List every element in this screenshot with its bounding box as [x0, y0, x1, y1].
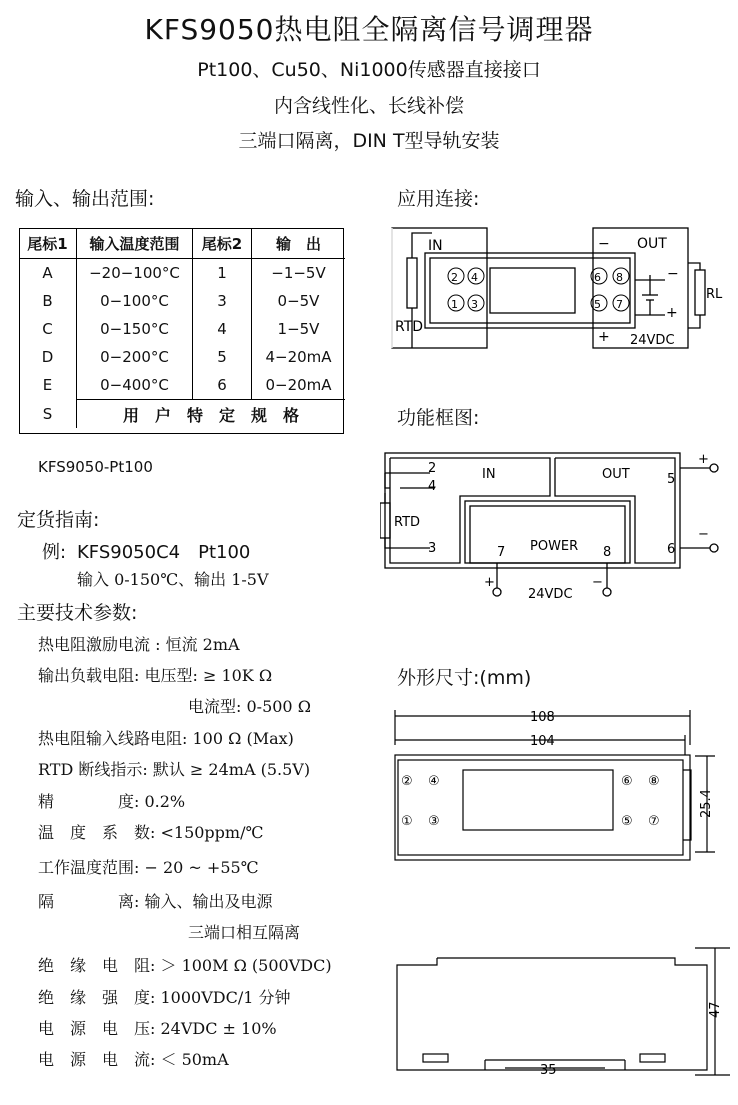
param-line: 热电阻激励电流 : 恒流 2mA [38, 635, 240, 654]
svg-text:③: ③ [428, 814, 440, 829]
app-plus: + [598, 329, 610, 345]
param-line: 输出负载电阻: 电压型: ≥ 10K Ω [38, 666, 273, 685]
param-line: 电流型: 0-500 Ω [188, 697, 311, 716]
param-line: 电 源 电 压: 24VDC ± 10% [38, 1019, 277, 1038]
block-diagram [380, 448, 730, 608]
param-line: 绝 缘 电 阻: ＞ 100M Ω (500VDC) [38, 956, 332, 975]
svg-text:⑤: ⑤ [621, 814, 633, 829]
table-cell: 0−100°C [77, 287, 193, 315]
table-cell: 3 [193, 287, 252, 315]
param-line: 三端口相互隔离 [188, 923, 301, 942]
dim-47: 47 [708, 1001, 723, 1018]
svg-text:+: + [484, 575, 495, 590]
table-cell: D [19, 343, 77, 371]
svg-text:⑧: ⑧ [648, 774, 660, 789]
col-header: 输入温度范围 [77, 228, 193, 259]
param-line: 绝 缘 强 度: 1000VDC/1 分钟 [38, 988, 291, 1007]
param-line: RTD 断线指示: 默认 ≥ 24mA (5.5V) [38, 760, 311, 779]
table-row [19, 400, 345, 429]
table-row [19, 371, 345, 400]
model-example: KFS9050-Pt100 [38, 458, 153, 476]
page-title: KFS9050热电阻全隔离信号调理器 [144, 13, 594, 46]
pin-7: 7 [497, 545, 506, 560]
table-cell: 6 [193, 371, 252, 400]
example-desc: 输入 0-150℃、输出 1-5V [77, 570, 269, 589]
svg-text:⑦: ⑦ [648, 814, 660, 829]
svg-text:4: 4 [471, 271, 478, 284]
table-cell: 0−150°C [77, 315, 193, 343]
table-cell: 0−5V [277, 292, 320, 310]
table-cell: A [19, 259, 77, 288]
dim-25-4: 25.4 [699, 789, 714, 818]
svg-text:1: 1 [451, 298, 458, 311]
table-cell: C [19, 315, 77, 343]
dim-heading: 外形尺寸:(mm) [397, 667, 532, 689]
table-row [19, 315, 345, 343]
param-line: 隔 离: 输入、输出及电源 [38, 892, 273, 911]
app-minus: − [598, 236, 610, 252]
table-row [19, 259, 345, 288]
svg-text:3: 3 [471, 298, 478, 311]
order-heading: 定货指南: [17, 509, 100, 531]
feature-line-3: 三端口隔离，DIN T型导轨安装 [238, 130, 500, 152]
app-heading: 应用连接: [397, 188, 480, 210]
app-rtd-label: RTD [395, 319, 424, 335]
svg-text:−: − [592, 575, 603, 590]
table-cell: 4−20mA [265, 348, 332, 366]
app-rl-label: RL [706, 287, 723, 302]
feature-line-1: Pt100、Cu50、Ni1000传感器直接接口 [197, 59, 541, 81]
app-plus-2: + [666, 305, 678, 321]
table-cell: −20−100°C [77, 259, 193, 288]
svg-text:①: ① [401, 814, 413, 829]
block-supply: 24VDC [528, 587, 573, 602]
block-rtd: RTD [394, 515, 421, 530]
pin-3: 3 [428, 541, 437, 556]
feature-line-2: 内含线性化、长线补偿 [273, 95, 464, 117]
svg-text:2: 2 [451, 271, 458, 284]
table-cell: 0−200°C [77, 343, 193, 371]
param-line: 热电阻输入线路电阻: 100 Ω (Max) [38, 729, 294, 748]
svg-text:7: 7 [616, 298, 623, 311]
dim-108: 108 [530, 710, 555, 725]
block-out: OUT [602, 467, 630, 482]
app-in-label: IN [428, 238, 443, 254]
table-cell: S [19, 400, 77, 429]
table-cell: 0−400°C [77, 371, 193, 400]
svg-text:−: − [698, 527, 709, 542]
svg-text:⑥: ⑥ [621, 774, 633, 789]
param-line: 电 源 电 流: ＜ 50mA [38, 1050, 229, 1069]
table-cell: 1−5V [277, 320, 320, 338]
application-diagram [380, 220, 730, 360]
io-heading: 输入、输出范围: [15, 188, 155, 210]
svg-text:6: 6 [594, 271, 601, 284]
block-in: IN [482, 467, 496, 482]
example-model: KFS9050C4 Pt100 [77, 542, 251, 563]
pin-4: 4 [428, 479, 437, 494]
dimension-drawing [385, 700, 730, 1100]
app-power-label: 24VDC [630, 333, 675, 348]
pin-8: 8 [603, 545, 612, 560]
app-minus-2: − [667, 266, 679, 282]
io-table [19, 228, 345, 428]
table-row [19, 287, 345, 315]
col-header: 输 出 [252, 228, 346, 259]
svg-text:+: + [698, 452, 709, 467]
table-cell: 4 [193, 315, 252, 343]
table-cell: B [19, 287, 77, 315]
svg-text:②: ② [401, 774, 413, 789]
svg-text:④: ④ [428, 774, 440, 789]
dim-35: 35 [540, 1063, 557, 1078]
pin-6: 6 [667, 542, 676, 557]
table-cell: 用 户 特 定 规 格 [77, 400, 346, 429]
dim-104: 104 [530, 734, 555, 749]
app-out-label: OUT [637, 236, 667, 252]
svg-text:8: 8 [616, 271, 623, 284]
pin-5: 5 [667, 472, 676, 487]
block-heading: 功能框图: [397, 407, 480, 429]
table-cell: E [19, 371, 77, 400]
table-cell: −1−5V [271, 264, 326, 282]
param-line: 温 度 系 数: <150ppm/℃ [38, 823, 264, 842]
param-line: 精 度: 0.2% [38, 792, 186, 811]
table-cell: 5 [193, 343, 252, 371]
col-header: 尾标2 [193, 228, 252, 259]
table-row [19, 343, 345, 371]
svg-text:5: 5 [594, 298, 601, 311]
params-heading: 主要技术参数: [17, 602, 138, 624]
block-power: POWER [530, 539, 579, 554]
pin-2: 2 [428, 461, 437, 476]
example-label: 例: [42, 542, 67, 563]
table-cell: 1 [193, 259, 252, 288]
col-header: 尾标1 [19, 228, 77, 259]
param-line: 工作温度范围: − 20 ~ +55℃ [38, 858, 259, 877]
table-cell: 0−20mA [265, 376, 332, 394]
